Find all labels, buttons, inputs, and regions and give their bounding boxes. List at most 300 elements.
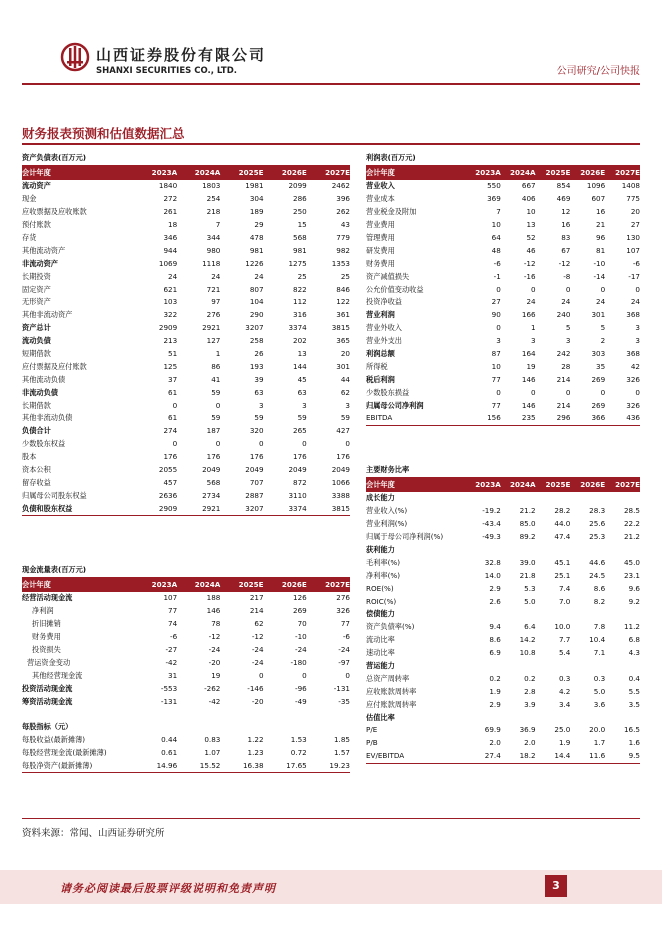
table-row (22, 309, 350, 322)
table-row (22, 618, 350, 631)
cell-value: 269 (591, 374, 606, 384)
cell-value: 176 (163, 452, 178, 462)
cell-value: 4.2 (558, 686, 571, 696)
cell-value: 25 (340, 271, 350, 281)
table-row (22, 206, 350, 219)
cell-value (605, 660, 640, 673)
cell-value: -10 (295, 632, 307, 642)
cell-value: 261 (163, 207, 178, 217)
year-header: 2024A (177, 578, 220, 593)
table-row (366, 348, 640, 361)
cell-value: 265 (293, 426, 307, 436)
cell-value: 125 (163, 361, 178, 371)
cell-value: 146 (206, 606, 221, 616)
cell-value: 1.7 (593, 738, 606, 748)
cell-value: 39 (254, 374, 264, 384)
cell-value: 0 (531, 284, 536, 294)
cell-value: 7.8 (593, 622, 606, 632)
row-label: 存货 (22, 233, 37, 242)
cell-value: 36.9 (519, 725, 536, 735)
cell-value: 43 (340, 220, 350, 230)
cell-value: 16.5 (623, 725, 640, 735)
table-row (366, 724, 640, 737)
cell-value: 303 (591, 349, 606, 359)
cell-value: 2.8 (524, 686, 536, 696)
cell-value: 262 (336, 207, 350, 217)
row-label: 利润总额 (366, 349, 395, 359)
cell-value: 240 (556, 310, 571, 320)
cell-value: 10.4 (589, 635, 606, 645)
cell-value: -131 (333, 683, 350, 693)
cell-value: 77 (491, 374, 501, 384)
cell-value: 0 (172, 400, 178, 410)
cell-value (570, 492, 605, 505)
table-row (22, 399, 350, 412)
cell-value (466, 660, 501, 673)
cell-value: -12 (558, 258, 571, 268)
cell-value: 213 (163, 336, 178, 346)
cell-value: 2.0 (489, 738, 501, 748)
row-label: 投资损失 (32, 645, 61, 654)
table-row (366, 270, 640, 283)
cell-value: 176 (336, 452, 350, 462)
cell-value (501, 608, 536, 621)
cell-value: 775 (626, 194, 640, 204)
row-label: 营业费用 (366, 220, 395, 230)
cell-value: -12 (523, 258, 536, 268)
cell-value: 64 (491, 233, 501, 242)
cell-value: 37 (168, 374, 178, 384)
cell-value: -1 (493, 271, 501, 281)
cell-value: 667 (521, 181, 536, 191)
cell-value: 457 (163, 477, 178, 487)
cell-value: 52 (526, 233, 536, 242)
cell-value (570, 660, 605, 673)
row-label: 营业税金及附加 (366, 207, 417, 217)
cell-value: 0 (302, 670, 307, 680)
cell-value: 63 (297, 387, 307, 397)
cell-value: 1096 (586, 181, 606, 191)
cell-value: 89.2 (519, 532, 536, 542)
cell-value: 83 (561, 233, 571, 242)
cell-value: 214 (556, 400, 571, 410)
year-header: 2024A (501, 166, 536, 181)
row-label: 应收票据及应收账款 (22, 207, 87, 217)
table-row (22, 373, 350, 386)
cell-value: 406 (521, 194, 536, 204)
table-row (366, 283, 640, 296)
cell-value: 25.6 (589, 519, 606, 529)
year-header: 2027E (307, 166, 350, 181)
table-row (366, 595, 640, 608)
cell-value: 107 (626, 245, 640, 255)
cell-value: 8.6 (593, 583, 606, 593)
row-label: 资本公积 (22, 465, 51, 475)
cell-value: 0.4 (628, 673, 640, 683)
cell-value: -20 (208, 657, 221, 667)
cell-value: -180 (290, 657, 307, 667)
cell-value: 47.4 (554, 532, 571, 542)
cell-value: 62 (340, 387, 350, 397)
row-label: EBITDA (366, 412, 466, 425)
cell-value: 10 (491, 220, 501, 230)
cell-value: 214 (556, 374, 571, 384)
table-row (366, 206, 640, 219)
cell-value: 1275 (288, 258, 307, 268)
table-row (366, 518, 640, 531)
page-footer (0, 870, 662, 904)
table-row (22, 425, 350, 438)
cell-value: 51 (168, 349, 178, 359)
cell-value: -262 (204, 683, 221, 693)
row-label: 其他经营现金流 (32, 670, 83, 680)
cell-value (307, 708, 350, 721)
cell-value: 1.07 (204, 748, 221, 758)
cell-value: 1.6 (628, 738, 640, 748)
cell-value: 45.0 (623, 557, 640, 567)
cell-value: 28.5 (623, 506, 640, 516)
cell-value (177, 708, 220, 721)
header-divider (22, 83, 640, 85)
cell-value: 3207 (220, 502, 263, 515)
year-header: 2026E (264, 578, 307, 593)
cell-value: 74 (168, 619, 178, 629)
cell-value: 5.0 (593, 686, 606, 696)
table-row (22, 464, 350, 477)
cell-value: 24 (168, 271, 178, 281)
cell-value: -42 (208, 696, 221, 706)
cell-value: 146 (521, 400, 536, 410)
table-row (366, 750, 640, 763)
row-label: 获利能力 (366, 545, 395, 554)
year-header: 2023A (134, 578, 177, 593)
row-label: 归属母公司净利润 (366, 400, 424, 410)
cell-value: 24 (254, 271, 264, 281)
cell-value: 10.0 (554, 622, 571, 632)
table-row (366, 660, 640, 673)
cell-value: 77 (168, 606, 178, 616)
cell-value: 20.0 (589, 725, 606, 735)
year-header: 2025E (536, 166, 571, 181)
cell-value: 59 (211, 413, 221, 423)
cell-value: 59 (297, 413, 307, 423)
cell-value: 77 (491, 400, 501, 410)
company-logo-icon (60, 42, 90, 72)
cell-value (536, 492, 571, 505)
table-row (22, 257, 350, 270)
table-row (366, 544, 640, 557)
cell-value: 1.22 (247, 735, 264, 745)
cell-value: 326 (626, 374, 640, 384)
cell-value: 70 (297, 619, 307, 629)
cell-value: 1.57 (333, 748, 350, 758)
cell-value: -16 (523, 271, 536, 281)
cell-value (307, 721, 350, 734)
cell-value: 301 (336, 361, 350, 371)
cell-value: 2921 (202, 323, 221, 333)
table-header-row (22, 578, 350, 593)
cell-value: 16.38 (220, 760, 263, 773)
table-row (22, 721, 350, 734)
cell-value: 27.4 (466, 750, 501, 763)
cell-value: 176 (206, 452, 221, 462)
cell-value (570, 608, 605, 621)
row-label: 管理费用 (366, 233, 395, 242)
cell-value: 78 (211, 619, 221, 629)
table-row (366, 556, 640, 569)
cell-value: 146 (521, 374, 536, 384)
cell-value: 0 (496, 387, 501, 397)
cell-value (536, 544, 571, 557)
cell-value: 44 (340, 374, 350, 384)
row-label: 无形资产 (22, 297, 51, 307)
cell-value: 258 (249, 336, 264, 346)
table-row (366, 569, 640, 582)
cell-value: 3815 (307, 502, 350, 515)
cell-value: 1.9 (558, 738, 571, 748)
cell-value: 2734 (202, 490, 221, 500)
cell-value: -24 (251, 657, 264, 667)
cell-value: 5 (565, 323, 571, 333)
cell-value: 276 (206, 310, 221, 320)
cell-value: 1069 (158, 258, 178, 268)
cell-value: 44.0 (554, 519, 571, 529)
cell-value: -8 (563, 271, 571, 281)
income-statement-table (366, 150, 640, 426)
table-row (366, 685, 640, 698)
cell-value: 2049 (202, 465, 221, 475)
year-header: 2027E (605, 166, 640, 181)
row-label: 营业成本 (366, 194, 395, 204)
cell-value: 25.3 (589, 532, 606, 542)
cell-value: 3.9 (524, 699, 536, 709)
cell-value: 25.1 (554, 570, 571, 580)
cell-value: 61 (168, 387, 178, 397)
cell-value: 24 (596, 297, 606, 307)
cell-value: 269 (591, 400, 606, 410)
table-row (366, 647, 640, 660)
cell-value: 1981 (245, 181, 264, 191)
table-row (366, 360, 640, 373)
cell-value (570, 544, 605, 557)
table-row (22, 180, 350, 193)
cell-value: 62 (254, 619, 264, 629)
row-label: 总资产周转率 (366, 673, 410, 683)
row-label: 营业外收入 (366, 323, 402, 333)
cell-value: 4.3 (628, 648, 640, 658)
cell-value: 12 (561, 207, 571, 217)
cell-value (466, 544, 501, 557)
table-row (22, 193, 350, 206)
cell-value (501, 492, 536, 505)
table-row (22, 631, 350, 644)
table-row (22, 605, 350, 618)
table-row (366, 621, 640, 634)
cell-value: -17 (628, 271, 640, 281)
cell-value: 621 (163, 284, 178, 294)
cell-value: 19.23 (307, 760, 350, 773)
cell-value (264, 708, 307, 721)
cell-value: 104 (249, 297, 264, 307)
cell-value (605, 544, 640, 557)
cell-value: 344 (206, 233, 221, 242)
cell-value: 27 (630, 220, 640, 230)
row-label: 应付票据及应付账款 (22, 361, 87, 371)
cell-value: 981 (249, 245, 264, 255)
financial-ratios-title: 主要财务比率 (366, 465, 410, 474)
cell-value: 707 (249, 477, 264, 487)
cell-value: 25.0 (554, 725, 571, 735)
cell-value: 9.2 (628, 596, 640, 606)
row-label: 财务费用 (32, 632, 61, 642)
table-row (366, 244, 640, 257)
cell-value: 469 (556, 194, 571, 204)
row-label: 其他流动资产 (22, 245, 66, 255)
cell-value: 2462 (331, 181, 350, 191)
row-label: 现金 (22, 194, 37, 204)
row-label: 负债合计 (22, 426, 51, 436)
table-row (366, 373, 640, 386)
cell-value: 144 (293, 361, 307, 371)
cell-value: 14.2 (519, 635, 536, 645)
table-row (366, 634, 640, 647)
cell-value: 0.2 (524, 673, 536, 683)
cell-value: 21.2 (519, 506, 536, 516)
cell-value: 981 (293, 245, 307, 255)
cell-value: 18.2 (501, 750, 536, 763)
cell-value: 1803 (202, 181, 221, 191)
cell-value: 24.5 (589, 570, 606, 580)
cell-value: -131 (160, 696, 178, 706)
cell-value: 166 (521, 310, 536, 320)
cell-value: 103 (163, 297, 178, 307)
cell-value: 21.8 (519, 570, 536, 580)
cell-value: 2099 (288, 181, 307, 191)
table-row (366, 193, 640, 206)
cell-value (220, 708, 263, 721)
cell-value: 2.6 (489, 596, 501, 606)
cell-value: 26 (254, 349, 264, 359)
cell-value: 112 (293, 297, 307, 307)
row-label: 其他非流动资产 (22, 310, 73, 320)
row-label: 流动资产 (22, 181, 51, 191)
table-row (22, 360, 350, 373)
table-row (22, 476, 350, 489)
table-row (22, 592, 350, 605)
cell-value: 41 (211, 374, 221, 384)
year-header: 2027E (605, 478, 640, 493)
cell-value: 48 (491, 245, 501, 255)
table-row (22, 270, 350, 283)
cell-value: 1840 (158, 181, 178, 191)
cell-value: 1118 (202, 258, 221, 268)
row-label: 公允价值变动收益 (366, 284, 424, 294)
cell-value: -20 (251, 696, 264, 706)
cell-value: 2049 (288, 465, 307, 475)
row-label: EV/EBITDA (366, 750, 466, 763)
cell-value: 276 (336, 593, 350, 603)
table-row (366, 232, 640, 245)
company-name-en: SHANXI SECURITIES CO., LTD. (96, 66, 238, 76)
table-row (22, 348, 350, 361)
cell-value: 274 (163, 426, 178, 436)
cell-value: 1.53 (290, 735, 307, 745)
cell-value: 0 (215, 400, 221, 410)
cell-value: -96 (295, 683, 307, 693)
cell-value: 0 (345, 670, 350, 680)
cell-value: 19 (211, 670, 221, 680)
cell-value: 320 (249, 426, 264, 436)
table-row (22, 219, 350, 232)
cell-value: 0.72 (290, 748, 307, 758)
cell-value: -97 (338, 657, 350, 667)
cell-value: 24 (211, 271, 221, 281)
row-label: ROIC(%) (366, 596, 397, 606)
cell-value: 164 (521, 349, 536, 359)
cell-value: 15.52 (177, 760, 220, 773)
table-row (366, 296, 640, 309)
row-label: 固定资产 (22, 284, 51, 294)
cell-value: -27 (165, 645, 178, 654)
cell-value: 18 (168, 220, 178, 230)
cell-value: 16 (561, 220, 571, 230)
cell-value: 7.7 (558, 635, 571, 645)
cell-value: 779 (336, 233, 350, 242)
cell-value (134, 708, 177, 721)
cell-value: 0.2 (489, 673, 501, 683)
source-divider (22, 818, 640, 819)
row-label: 资产总计 (22, 323, 51, 333)
cell-value: 14.96 (134, 760, 177, 773)
row-label: 留存收益 (22, 477, 51, 487)
cell-value: 6.8 (628, 635, 640, 645)
page-header (0, 0, 662, 86)
cell-value: 107 (163, 593, 178, 603)
row-label: 应付账款周转率 (366, 699, 417, 709)
cell-value: 59 (254, 413, 264, 423)
table-row (22, 656, 350, 669)
cell-value: 568 (206, 477, 221, 487)
table-row (22, 734, 350, 747)
cell-value: 77 (340, 619, 350, 629)
row-label: 非流动负债 (22, 387, 58, 397)
cell-value: 28.3 (589, 506, 606, 516)
cell-value: 269 (293, 606, 307, 616)
cell-value: 982 (336, 245, 350, 255)
cell-value: 3 (496, 336, 501, 346)
cell-value: 0 (531, 387, 536, 397)
cell-value: 301 (591, 310, 606, 320)
cell-value: 550 (487, 181, 501, 191)
cell-value: 44.6 (589, 557, 606, 567)
cell-value: 721 (206, 284, 221, 294)
row-label: 流动负债 (22, 336, 51, 346)
table-row (366, 309, 640, 322)
cell-value: 1226 (245, 258, 264, 268)
row-label: 流动比率 (366, 635, 395, 645)
table-row (366, 386, 640, 399)
row-label: 营业外支出 (366, 336, 402, 346)
cell-value: -6 (632, 258, 640, 268)
row-label: 速动比率 (366, 648, 395, 658)
table-row (366, 672, 640, 685)
cell-value: 5.4 (558, 648, 571, 658)
cell-value (220, 721, 263, 734)
cell-value: 45 (297, 374, 307, 384)
cell-value: -14 (593, 271, 606, 281)
year-label: 会计年度 (366, 478, 466, 493)
row-label: 偿债能力 (366, 609, 395, 619)
